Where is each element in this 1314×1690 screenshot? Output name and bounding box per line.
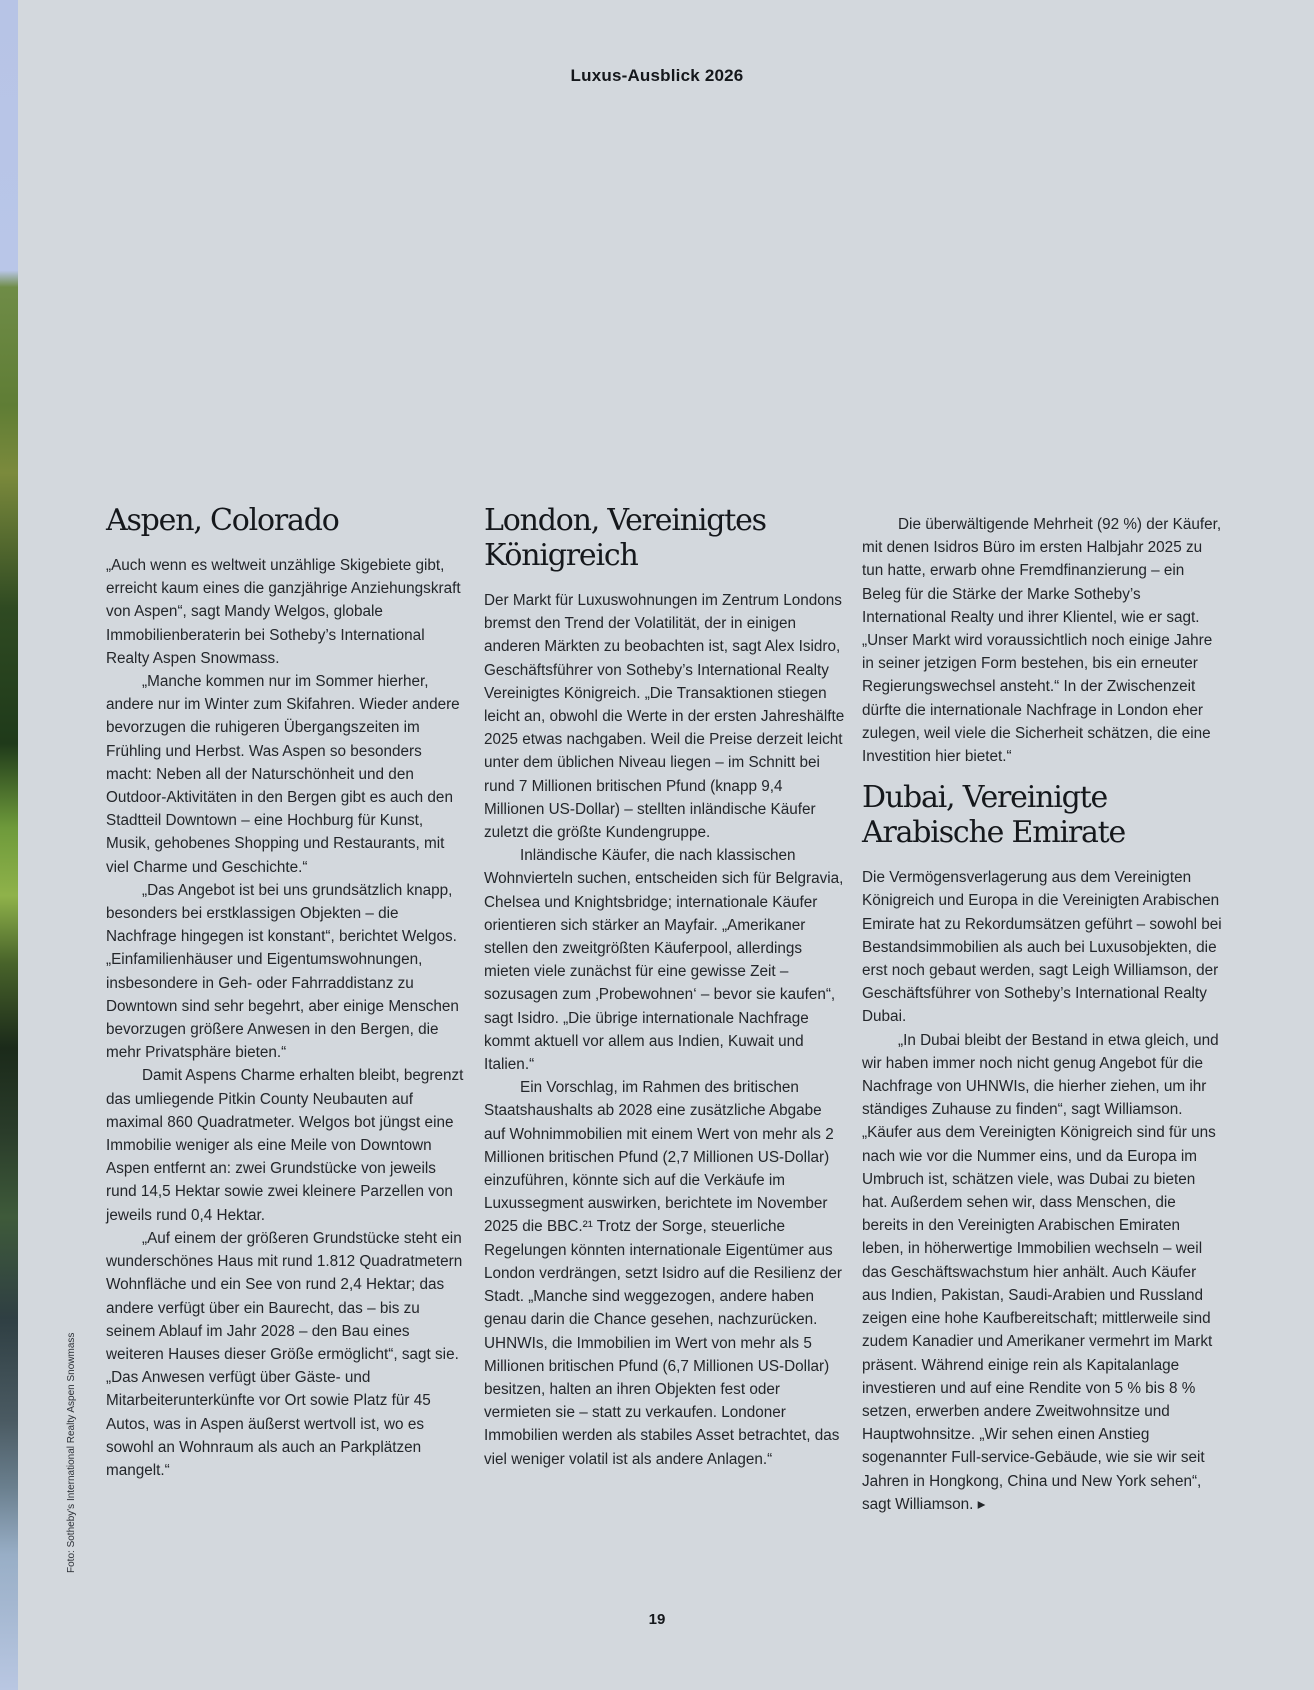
- paragraph: Damit Aspens Charme erhalten bleibt, begrenzt das umliegende Pitkin County Neubauten auf maximal 860 Quadratmeter. Welgos bot jüngst eine Immobilie weniger als eine Meile von Downtown Aspen entfernt an: zwei Grundstücke von jeweils rund 14,5 Hektar sowie zwei kleinere Parzellen von jeweils rund 0,4 Hektar.: [106, 1067, 464, 1224]
- heading-dubai: Dubai, Vereinigte Arabische Emirate: [862, 780, 1126, 851]
- page-number: 19: [648, 1611, 666, 1628]
- running-head: Luxus-Ausblick 2026: [570, 66, 744, 85]
- column-dubai: [862, 513, 1224, 1516]
- photo-credit: Foto: Sotheby's International Realty Aspen Snowmass: [66, 1332, 77, 1573]
- paragraph: „Auf einem der größeren Grundstücke steht ein wunderschönes Haus mit rund 1.812 Quadratmetern Wohnfläche und ein See von rund 2,4 Hektar; das andere verfügt über ein Baurecht, das – bis zu seinem Ablauf im Jahr 2028 – den Bau eines weiteren Hauses dieser Größe ermöglicht“, sagt sie. „Das Anwesen verfügt über Gäste- und Mitarbeiterunterkünfte vor Ort sowie Platz für 45 Autos, was in Aspen äußerst wertvoll ist, wo es sowohl an Wohnraum als auch an Parkplätzen mangelt.“: [106, 1229, 463, 1479]
- paragraph: „Auch wenn es weltweit unzählige Skigebiete gibt, erreicht kaum eines die ganzjährige Anziehungskraft von Aspen“, sagt Mandy Welgos, globale Immobilienberaterin bei Sotheby’s International Realty Aspen Snowmass.: [106, 557, 461, 667]
- heading-london: London, Vereinigtes Königreich: [484, 503, 766, 573]
- photo-strip: [0, 0, 18, 1690]
- paragraph: Der Markt für Luxuswohnungen im Zentrum Londons bremst den Trend der Volatilität, der in einigen anderen Märkten zu beobachten ist, sagt Alex Isidro, Geschäftsführer von Sotheby’s International Realty Vereinigtes Königreich. „Die Transaktionen stiegen leicht an, obwohl die Werte in der ersten Jahreshälfte 2025 etwas nachgaben. Weil die Preise derzeit leicht unter dem üblichen Niveau liegen – im Schnitt bei rund 7 Millionen britischen Pfund (knapp 9,4 Millionen US-Dollar) – stellten inländische Käufer zuletzt die größte Kundengruppe.: [484, 592, 845, 842]
- paragraph: Die Vermögensverlagerung aus dem Vereinigten Königreich und Europa in die Vereinigten Arabischen Emirate hat zu Rekordumsätzen geführt – sowohl bei Bestandsimmobilien als auch bei Luxusobjekten, die erst noch gebaut werden, sagt Leigh Williamson, der Geschäftsführer von Sotheby’s International Realty Dubai.: [862, 869, 1222, 1026]
- paragraph: „In Dubai bleibt der Bestand in etwa gleich, und wir haben immer noch nicht genug Angebot für die Nachfrage von UHNWIs, die hierher ziehen, um ihr ständiges Zuhause zu finden“, sagt Williamson. „Käufer aus dem Vereinigten Königreich sind für uns nach wie vor die Nummer eins, und da Europa im Umbruch ist, schätzen viele, was Dubai zu bieten hat. Außerdem sehen wir, dass Menschen, die bereits in den Vereinigten Arabischen Emiraten leben, in höherwertige Immobilien wechseln – weil das Geschäftswachstum hier anhält. Auch Käufer aus Indien, Pakistan, Saudi-Arabien und Russland zeigen eine hohe Kaufbereitschaft; mittlerweile sind zudem Kanadier und Amerikaner vermehrt im Markt präsent. Während einige rein als Kapitalanlage investieren und auf eine Rendite von 5 % bis 8 % setzen, erwerben andere Zweitwohnsitze und Hauptwohnsitze. „Wir sehen einen Anstieg sogenannter Full-service-Gebäude, wie sie wir seit Jahren in Hongkong, China und New York sehen“, sagt Williamson. ▸: [862, 1031, 1219, 1513]
- paragraph: Ein Vorschlag, im Rahmen des britischen Staatshaushalts ab 2028 eine zusätzliche Abgabe auf Wohnimmobilien mit einem Wert von mehr als 2 Millionen britischen Pfund (2,7 Millionen US-Dollar) einzuführen, könnte sich auf die Verkäufe im Luxussegment auswirken, berichtete im November 2025 die BBC.²¹ Trotz der Sorge, steuerliche Regelungen könnten internationale Eigentümer aus London verdrängen, setzt Isidro auf die Resilienz der Stadt. „Manche sind weggezogen, andere haben genau darin die Chance gesehen, nachzurücken. UHNWIs, die Immobilien im Wert von mehr als 5 Millionen britischen Pfund (6,7 Millionen US-Dollar) besitzen, halten an ihren Objekten fest oder vermieten sie – statt zu verkaufen. Londoner Immobilien werden als stabiles Asset betrachtet, das viel weniger volatil ist als andere Anlagen.“: [484, 1079, 842, 1468]
- paragraph: Inländische Käufer, die nach klassischen Wohnvierteln suchen, entscheiden sich für Belgravia, Chelsea und Knightsbridge; internationale Käufer orientieren sich stärker an Mayfair. „Amerikaner stellen den zweitgrößten Käuferpool, allerdings mieten viele zunächst für eine gewisse Zeit – sozusagen zum ‚Probewohnen‘ – bevor sie kaufen“, sagt Isidro. „Die übrige internationale Nachfrage kommt aktuell vor allem aus Indien, Kuwait und Italien.“: [484, 847, 844, 1074]
- heading-aspen: Aspen, Colorado: [106, 503, 339, 538]
- paragraph: „Manche kommen nur im Sommer hierher, andere nur im Winter zum Skifahren. Wieder andere bevorzugen die ruhigeren Übergangszeiten im Frühling und Herbst. Was Aspen so besonders macht: Neben all der Naturschönheit und den Outdoor-Aktivitäten in den Bergen gibt es auch den Stadtteil Downtown – eine Hochburg für Kunst, Musik, gehobenes Shopping und Restaurants, mit viel Charme und Geschichte.“: [106, 673, 460, 876]
- column-london: [484, 503, 846, 1471]
- paragraph: Die überwältigende Mehrheit (92 %) der Käufer, mit denen Isidros Büro im ersten Halbjahr 2025 zu tun hatte, erwarb ohne Fremdfinanzierung – ein Beleg für die Stärke der Marke Sotheby’s International Realty und ihrer Klientel, wie er sagt. „Unser Markt wird voraussichtlich noch einige Jahre in seiner jetzigen Form bestehen, bis ein erneuter Regierungswechsel ansteht.“ In der Zwischenzeit dürfte die internationale Nachfrage in London eher zulegen, weil viele die Sicherheit schätzen, die eine Investition hier bietet.“: [862, 516, 1222, 766]
- column-aspen: [106, 503, 468, 1482]
- paragraph: „Das Angebot ist bei uns grundsätzlich knapp, besonders bei erstklassigen Objekten – die Nachfrage hingegen ist konstant“, berichtet Welgos. „Einfamilienhäuser und Eigentumswohnungen, insbesondere in Geh- oder Fahrraddistanz zu Downtown sind sehr begehrt, aber einige Menschen bevorzugen größere Anwesen in den Bergen, die mehr Privatsphäre bieten.“: [106, 881, 459, 1062]
